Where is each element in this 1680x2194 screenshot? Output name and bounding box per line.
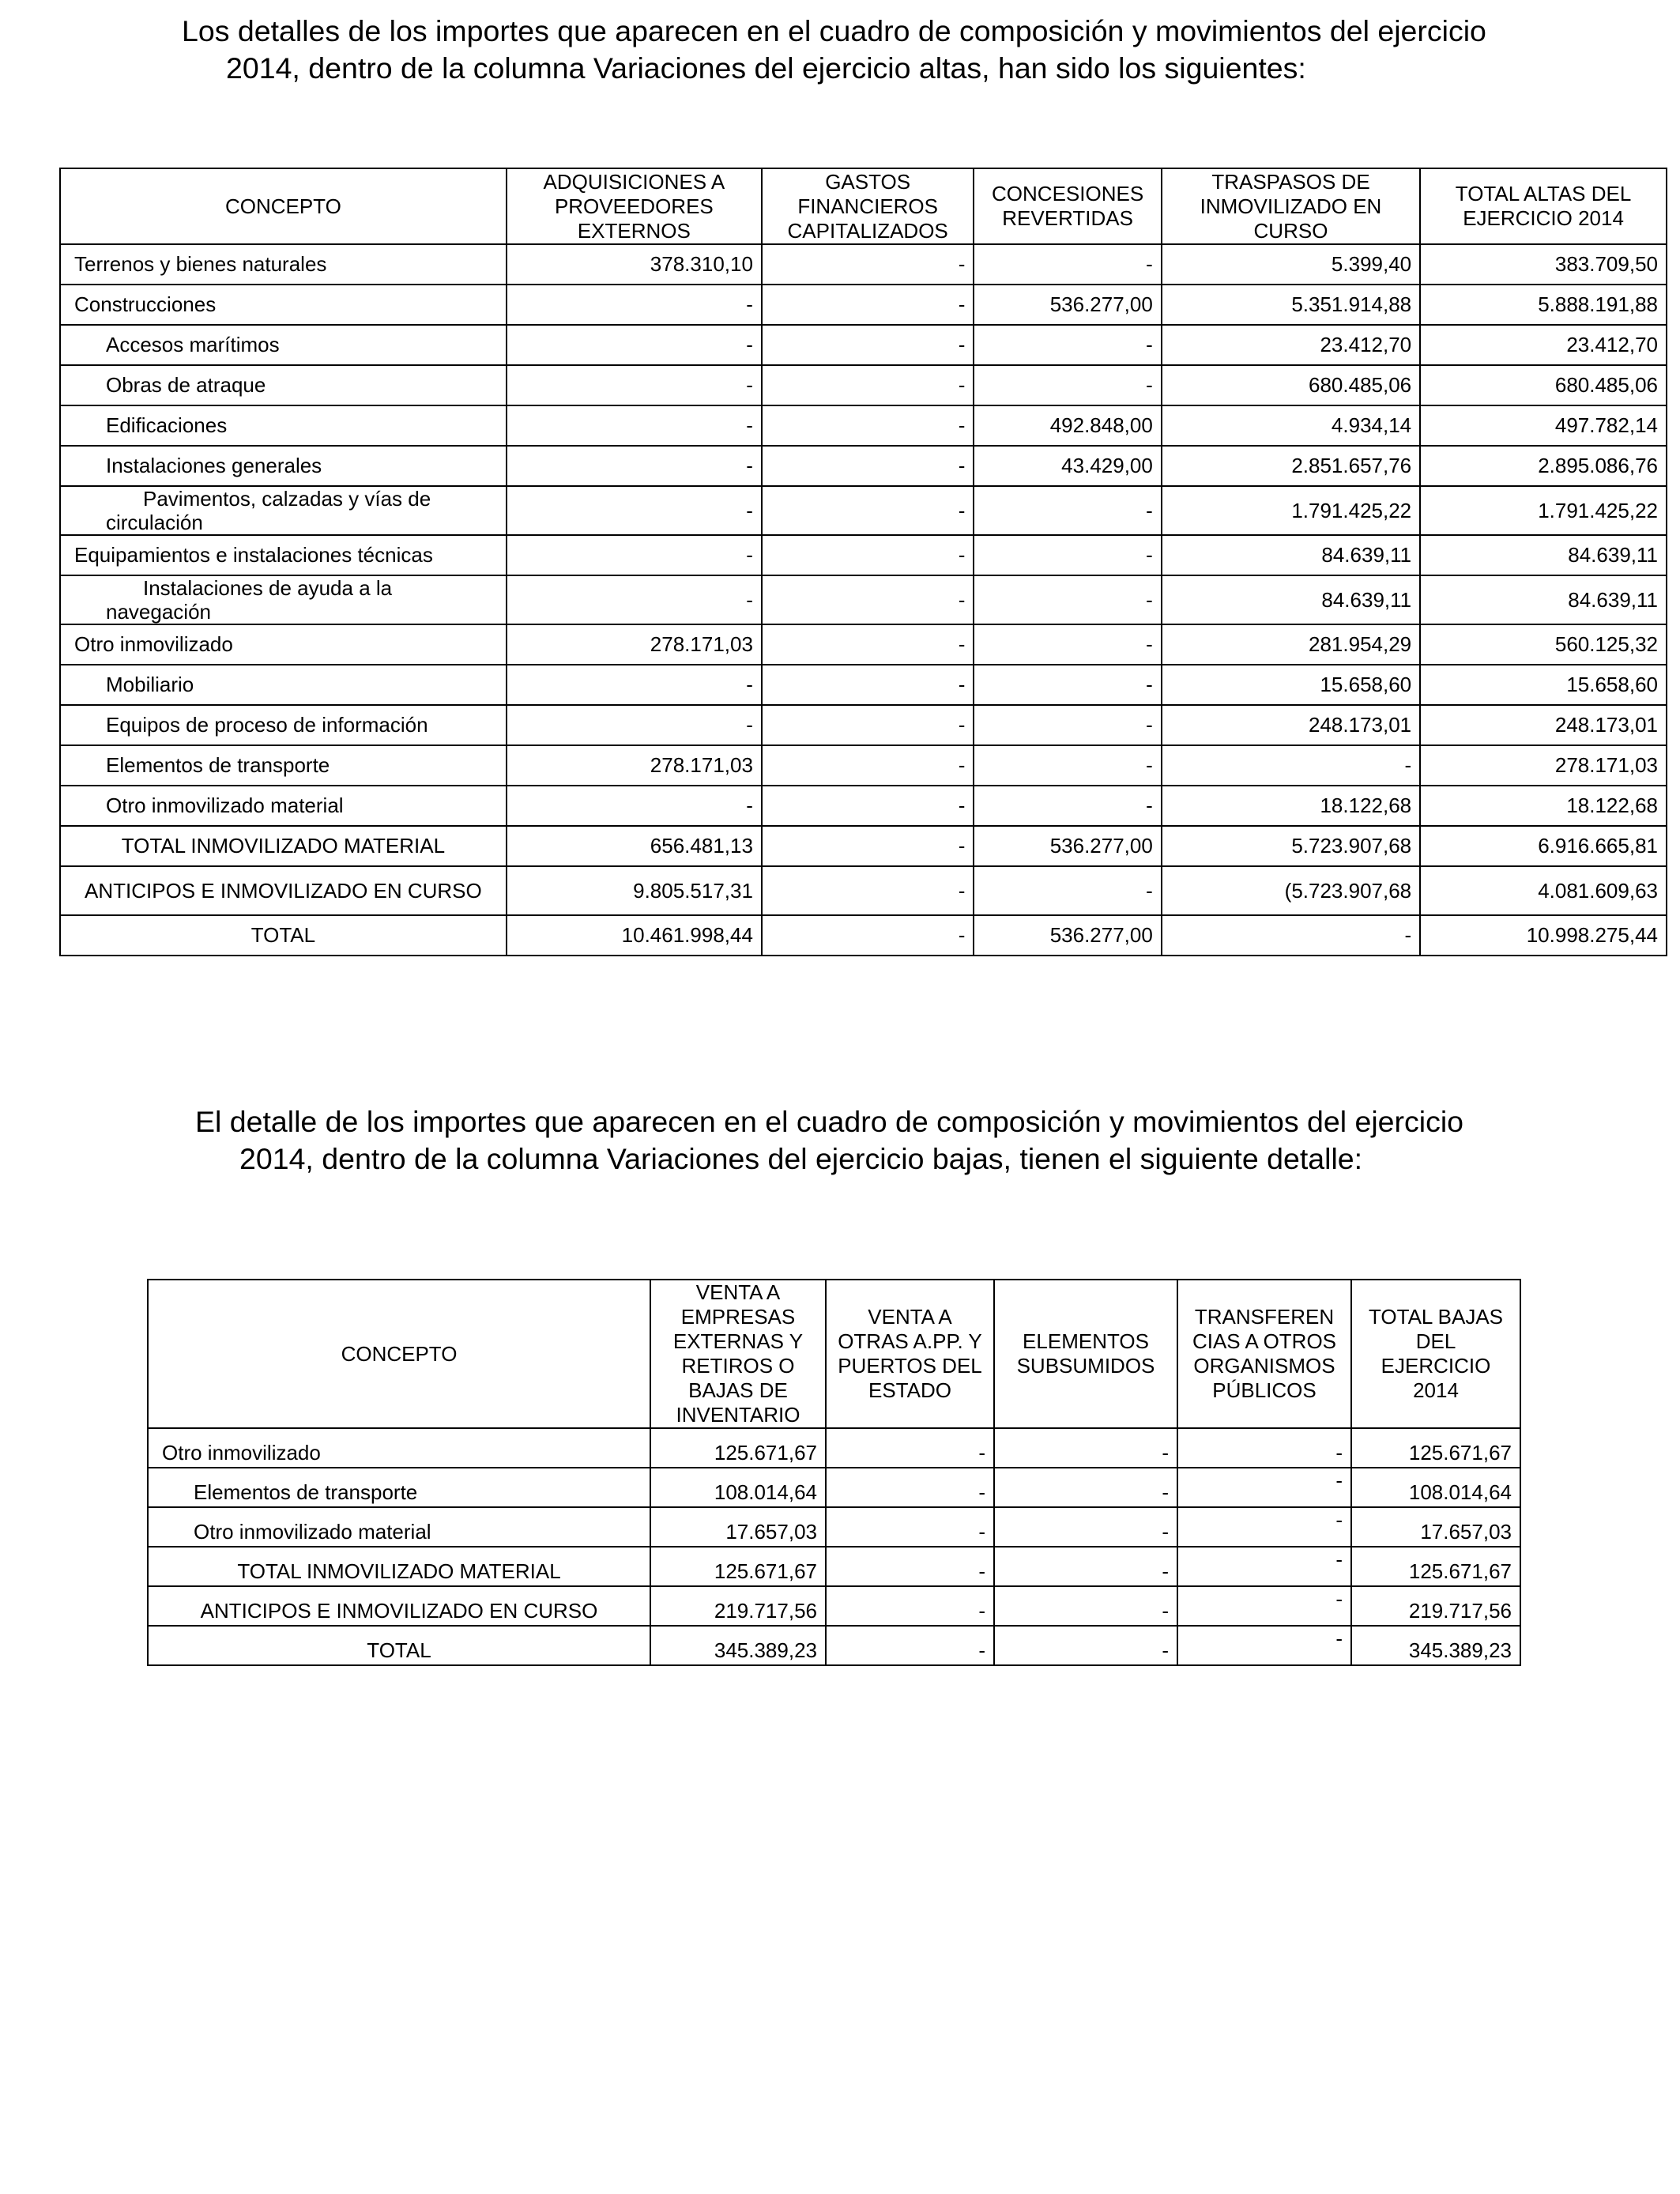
bajas-cell-value: -	[994, 1428, 1177, 1468]
altas-cell-value: -	[762, 786, 974, 826]
bajas-cell-value: 125.671,67	[1351, 1547, 1520, 1586]
altas-cell-value: -	[974, 705, 1161, 745]
bajas-cell-value: -	[1177, 1626, 1351, 1665]
bajas-intro-line-2: 2014, dentro de la columna Variaciones del ejercicio bajas, tienen el siguiente detalle:	[239, 1142, 1363, 1175]
altas-cell-concepto: Obras de atraque	[60, 365, 507, 405]
altas-header-total: TOTAL ALTAS DEL EJERCICIO 2014	[1420, 168, 1667, 244]
altas-cell-value: 84.639,11	[1162, 535, 1420, 575]
altas-cell-concepto: Elementos de transporte	[60, 745, 507, 786]
altas-header-concesiones: CONCESIONES REVERTIDAS	[974, 168, 1161, 244]
altas-cell-value: -	[507, 786, 762, 826]
altas-cell-value: -	[762, 325, 974, 365]
altas-cell-value: -	[507, 446, 762, 486]
altas-cell-value: -	[974, 535, 1161, 575]
altas-intro-paragraph	[182, 13, 1571, 87]
altas-cell-value: -	[762, 575, 974, 624]
altas-cell-concepto: Edificaciones	[60, 405, 507, 446]
altas-table-row	[60, 535, 1667, 575]
altas-cell-value: -	[762, 745, 974, 786]
bajas-cell-value: -	[826, 1586, 994, 1626]
altas-cell-value: -	[762, 365, 974, 405]
altas-cell-value: 43.429,00	[974, 446, 1161, 486]
altas-header-adquisiciones: ADQUISICIONES A PROVEEDORES EXTERNOS	[507, 168, 762, 244]
altas-cell-value: -	[974, 665, 1161, 705]
altas-cell-value: 84.639,11	[1420, 575, 1667, 624]
altas-cell-value: 18.122,68	[1420, 786, 1667, 826]
altas-table-row	[60, 575, 1667, 624]
altas-cell-value: 497.782,14	[1420, 405, 1667, 446]
bajas-header-transferencias: TRANSFEREN CIAS A OTROS ORGANISMOS PÚBLICOS	[1177, 1280, 1351, 1428]
bajas-table-row	[148, 1507, 1520, 1547]
altas-cell-value: -	[762, 665, 974, 705]
altas-cell-value: -	[507, 325, 762, 365]
altas-cell-value: 10.461.998,44	[507, 915, 762, 956]
altas-intro-line-1: Los detalles de los importes que aparecen en el cuadro de composición y movimientos del ejercicio	[182, 14, 1486, 47]
altas-cell-value: -	[762, 866, 974, 915]
altas-cell-value: -	[762, 446, 974, 486]
bajas-intro-line-1: El detalle de los importes que aparecen en el cuadro de composición y movimientos del ejercicio	[195, 1105, 1464, 1138]
altas-cell-value: 10.998.275,44	[1420, 915, 1667, 956]
altas-cell-value: 23.412,70	[1420, 325, 1667, 365]
altas-cell-value: -	[974, 486, 1161, 535]
altas-header-row	[60, 168, 1667, 244]
altas-cell-value: 5.399,40	[1162, 244, 1420, 285]
altas-cell-value: -	[762, 624, 974, 665]
altas-cell-value: -	[762, 244, 974, 285]
altas-intro-line-2: 2014, dentro de la columna Variaciones del ejercicio altas, han sido los siguientes:	[226, 51, 1306, 85]
altas-cell-value: 383.709,50	[1420, 244, 1667, 285]
altas-cell-value: 4.081.609,63	[1420, 866, 1667, 915]
bajas-cell-value: -	[994, 1586, 1177, 1626]
altas-table-row	[60, 705, 1667, 745]
bajas-cell-value: 219.717,56	[650, 1586, 826, 1626]
bajas-cell-concepto: Otro inmovilizado	[148, 1428, 650, 1468]
bajas-header-total: TOTAL BAJAS DEL EJERCICIO 2014	[1351, 1280, 1520, 1428]
altas-cell-value: 2.895.086,76	[1420, 446, 1667, 486]
altas-cell-value: -	[507, 285, 762, 325]
bajas-cell-concepto: ANTICIPOS E INMOVILIZADO EN CURSO	[148, 1586, 650, 1626]
bajas-cell-value: 17.657,03	[1351, 1507, 1520, 1547]
altas-cell-concepto: Equipamientos e instalaciones técnicas	[60, 535, 507, 575]
altas-table	[59, 168, 1667, 956]
bajas-cell-value: 125.671,67	[1351, 1428, 1520, 1468]
altas-table-row	[60, 915, 1667, 956]
bajas-cell-value: -	[826, 1507, 994, 1547]
bajas-cell-concepto: TOTAL	[148, 1626, 650, 1665]
altas-cell-value: -	[762, 535, 974, 575]
altas-cell-value: -	[762, 826, 974, 866]
altas-cell-concepto: Otro inmovilizado material	[60, 786, 507, 826]
altas-cell-value: -	[507, 405, 762, 446]
altas-cell-value: (5.723.907,68	[1162, 866, 1420, 915]
altas-cell-value: -	[507, 705, 762, 745]
altas-cell-concepto: Mobiliario	[60, 665, 507, 705]
bajas-cell-value: 108.014,64	[650, 1468, 826, 1507]
altas-cell-value: -	[762, 705, 974, 745]
altas-cell-concepto: Instalaciones de ayuda a la navegación	[60, 575, 507, 624]
altas-cell-value: 5.351.914,88	[1162, 285, 1420, 325]
altas-cell-value: 278.171,03	[507, 624, 762, 665]
altas-cell-value: 536.277,00	[974, 826, 1161, 866]
altas-cell-value: 6.916.665,81	[1420, 826, 1667, 866]
bajas-table-row	[148, 1547, 1520, 1586]
altas-table-row	[60, 244, 1667, 285]
altas-cell-value: 18.122,68	[1162, 786, 1420, 826]
bajas-table-row	[148, 1626, 1520, 1665]
altas-cell-value: 536.277,00	[974, 285, 1161, 325]
altas-cell-value: -	[974, 575, 1161, 624]
bajas-cell-value: -	[826, 1547, 994, 1586]
altas-table-row	[60, 486, 1667, 535]
altas-cell-value: 680.485,06	[1162, 365, 1420, 405]
bajas-cell-concepto: Otro inmovilizado material	[148, 1507, 650, 1547]
bajas-table-row	[148, 1428, 1520, 1468]
altas-cell-value: 248.173,01	[1162, 705, 1420, 745]
altas-cell-value: 15.658,60	[1420, 665, 1667, 705]
altas-table-row	[60, 624, 1667, 665]
bajas-cell-value: 345.389,23	[1351, 1626, 1520, 1665]
altas-cell-value: -	[507, 365, 762, 405]
altas-cell-concepto: TOTAL	[60, 915, 507, 956]
bajas-cell-value: -	[994, 1626, 1177, 1665]
bajas-cell-value: -	[1177, 1428, 1351, 1468]
altas-cell-value: -	[974, 365, 1161, 405]
altas-table-row	[60, 285, 1667, 325]
altas-cell-value: 378.310,10	[507, 244, 762, 285]
bajas-table-row	[148, 1586, 1520, 1626]
altas-cell-value: 560.125,32	[1420, 624, 1667, 665]
altas-cell-concepto: Equipos de proceso de información	[60, 705, 507, 745]
altas-table-row	[60, 866, 1667, 915]
altas-cell-concepto: Otro inmovilizado	[60, 624, 507, 665]
bajas-table	[147, 1279, 1521, 1666]
altas-cell-value: 248.173,01	[1420, 705, 1667, 745]
bajas-cell-value: -	[994, 1507, 1177, 1547]
altas-cell-concepto: Pavimentos, calzadas y vías de circulación	[60, 486, 507, 535]
bajas-cell-value: 125.671,67	[650, 1428, 826, 1468]
altas-cell-value: -	[974, 325, 1161, 365]
altas-cell-value: -	[974, 866, 1161, 915]
altas-cell-value: 84.639,11	[1162, 575, 1420, 624]
altas-cell-value: -	[1162, 915, 1420, 956]
altas-cell-value: 278.171,03	[1420, 745, 1667, 786]
altas-cell-value: -	[974, 786, 1161, 826]
altas-header-traspasos: TRASPASOS DE INMOVILIZADO EN CURSO	[1162, 168, 1420, 244]
altas-cell-value: 281.954,29	[1162, 624, 1420, 665]
altas-table-row	[60, 446, 1667, 486]
bajas-cell-value: -	[826, 1626, 994, 1665]
altas-cell-value: 278.171,03	[507, 745, 762, 786]
altas-cell-value: 84.639,11	[1420, 535, 1667, 575]
bajas-cell-concepto: Elementos de transporte	[148, 1468, 650, 1507]
bajas-intro-paragraph	[195, 1103, 1572, 1178]
altas-cell-value: 15.658,60	[1162, 665, 1420, 705]
bajas-cell-value: -	[1177, 1468, 1351, 1507]
altas-cell-value: 656.481,13	[507, 826, 762, 866]
altas-table-row	[60, 786, 1667, 826]
altas-cell-value: 1.791.425,22	[1162, 486, 1420, 535]
altas-header-concepto: CONCEPTO	[60, 168, 507, 244]
altas-cell-value: -	[762, 405, 974, 446]
altas-cell-value: 5.888.191,88	[1420, 285, 1667, 325]
altas-table-row	[60, 665, 1667, 705]
bajas-cell-value: 17.657,03	[650, 1507, 826, 1547]
altas-cell-concepto: Construcciones	[60, 285, 507, 325]
bajas-header-row	[148, 1280, 1520, 1428]
altas-cell-value: -	[762, 285, 974, 325]
bajas-cell-value: -	[826, 1468, 994, 1507]
altas-cell-value: 1.791.425,22	[1420, 486, 1667, 535]
altas-cell-value: 2.851.657,76	[1162, 446, 1420, 486]
altas-cell-value: -	[507, 665, 762, 705]
bajas-cell-value: 219.717,56	[1351, 1586, 1520, 1626]
altas-cell-value: 4.934,14	[1162, 405, 1420, 446]
altas-cell-value: -	[974, 624, 1161, 665]
bajas-header-venta-externas: VENTA A EMPRESAS EXTERNAS Y RETIROS O BAJAS DE INVENTARIO	[650, 1280, 826, 1428]
bajas-header-subsumidos: ELEMENTOS SUBSUMIDOS	[994, 1280, 1177, 1428]
altas-table-row	[60, 325, 1667, 365]
bajas-cell-value: -	[1177, 1507, 1351, 1547]
altas-cell-value: -	[507, 486, 762, 535]
altas-table-body	[60, 244, 1667, 956]
bajas-table-row	[148, 1468, 1520, 1507]
bajas-cell-value: -	[994, 1547, 1177, 1586]
altas-cell-value: -	[1162, 745, 1420, 786]
altas-cell-value: 492.848,00	[974, 405, 1161, 446]
altas-cell-value: -	[507, 575, 762, 624]
altas-header-gastos-financieros: GASTOS FINANCIEROS CAPITALIZADOS	[762, 168, 974, 244]
bajas-header-venta-app: VENTA A OTRAS A.PP. Y PUERTOS DEL ESTADO	[826, 1280, 994, 1428]
altas-cell-value: -	[507, 535, 762, 575]
bajas-cell-value: 345.389,23	[650, 1626, 826, 1665]
bajas-cell-value: -	[1177, 1547, 1351, 1586]
altas-cell-concepto: Accesos marítimos	[60, 325, 507, 365]
altas-cell-value: -	[974, 244, 1161, 285]
altas-cell-concepto: ANTICIPOS E INMOVILIZADO EN CURSO	[60, 866, 507, 915]
altas-cell-value: -	[974, 745, 1161, 786]
altas-cell-concepto: Terrenos y bienes naturales	[60, 244, 507, 285]
bajas-cell-value: 108.014,64	[1351, 1468, 1520, 1507]
bajas-table-body	[148, 1428, 1520, 1665]
altas-cell-concepto: Instalaciones generales	[60, 446, 507, 486]
bajas-cell-value: -	[1177, 1586, 1351, 1626]
altas-cell-concepto: TOTAL INMOVILIZADO MATERIAL	[60, 826, 507, 866]
altas-table-row	[60, 405, 1667, 446]
altas-cell-value: -	[762, 486, 974, 535]
altas-cell-value: 23.412,70	[1162, 325, 1420, 365]
bajas-header-concepto: CONCEPTO	[148, 1280, 650, 1428]
bajas-cell-concepto: TOTAL INMOVILIZADO MATERIAL	[148, 1547, 650, 1586]
altas-table-row	[60, 826, 1667, 866]
altas-cell-value: -	[762, 915, 974, 956]
altas-table-row	[60, 745, 1667, 786]
bajas-cell-value: 125.671,67	[650, 1547, 826, 1586]
altas-cell-value: 5.723.907,68	[1162, 826, 1420, 866]
bajas-cell-value: -	[994, 1468, 1177, 1507]
bajas-cell-value: -	[826, 1428, 994, 1468]
altas-cell-value: 536.277,00	[974, 915, 1161, 956]
altas-cell-value: 680.485,06	[1420, 365, 1667, 405]
altas-cell-value: 9.805.517,31	[507, 866, 762, 915]
altas-table-row	[60, 365, 1667, 405]
